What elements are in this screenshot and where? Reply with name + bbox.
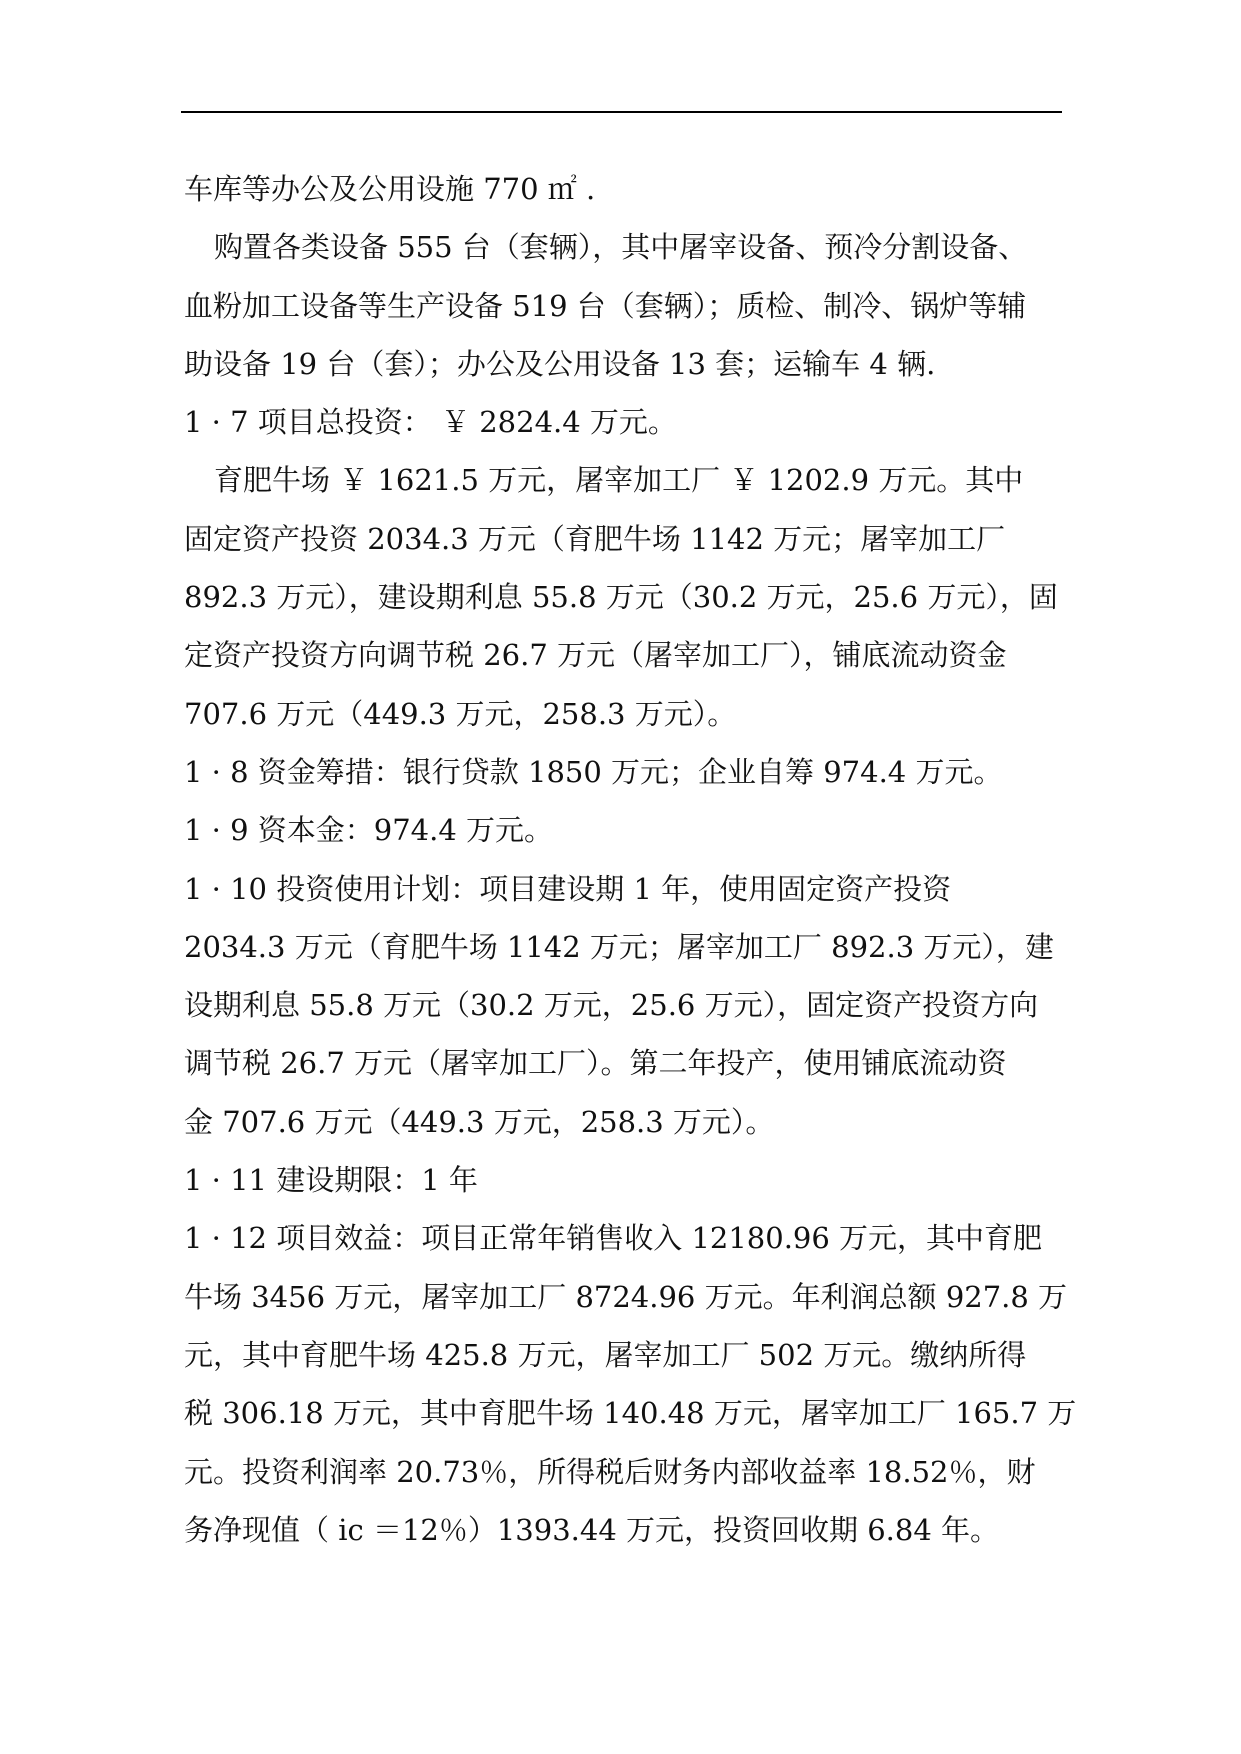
text-line: 助设备 19 台（套）；办公及公用设备 13 套；运输车 4 辆. bbox=[184, 346, 936, 381]
text-line: 元，其中育肥牛场 425.8 万元，屠宰加工厂 502 万元。缴纳所得 bbox=[184, 1337, 1027, 1372]
text-line: 车库等办公及公用设施 770 ㎡ . bbox=[184, 172, 596, 206]
text-line: 血粉加工设备等生产设备 519 台（套辆）；质检、制冷、锅炉等辅 bbox=[184, 288, 1027, 323]
text-line: 调节税 26.7 万元（屠宰加工厂）。第二年投产，使用铺底流动资 bbox=[184, 1046, 1007, 1081]
section-heading-line: 1 · 8 资金筹措：银行贷款 1850 万元；企业自筹 974.4 万元。 bbox=[184, 754, 1003, 789]
header-rule bbox=[181, 111, 1062, 113]
section-heading-line: 1 · 10 投资使用计划：项目建设期 1 年，使用固定资产投资 bbox=[184, 871, 952, 906]
text-line: 务净现值（ ic ＝12％）1393.44 万元，投资回收期 6.84 年。 bbox=[184, 1512, 1000, 1547]
text-line: 设期利息 55.8 万元（30.2 万元，25.6 万元），固定资产投资方向 bbox=[184, 988, 1039, 1023]
section-heading-line: 1 · 12 项目效益：项目正常年销售收入 12180.96 万元，其中育肥 bbox=[184, 1221, 1043, 1256]
text-line: 金 707.6 万元（449.3 万元，258.3 万元）。 bbox=[184, 1104, 775, 1139]
body-text bbox=[184, 160, 1077, 1559]
text-line: 892.3 万元），建设期利息 55.8 万元（30.2 万元，25.6 万元），固 bbox=[184, 580, 1058, 615]
text-line: 元。投资利润率 20.73％，所得税后财务内部收益率 18.52％，财 bbox=[184, 1454, 1036, 1489]
text-line: 税 306.18 万元，其中育肥牛场 140.48 万元，屠宰加工厂 165.7 万 bbox=[184, 1396, 1077, 1431]
section-heading-line: 1 · 9 资本金：974.4 万元。 bbox=[184, 813, 554, 848]
text-line: 牛场 3456 万元，屠宰加工厂 8724.96 万元。年利润总额 927.8 万 bbox=[184, 1279, 1068, 1314]
section-heading-line: 1 · 7 项目总投资： ￥ 2824.4 万元。 bbox=[184, 405, 677, 440]
text-line: 购置各类设备 555 台（套辆），其中屠宰设备、预冷分割设备、 bbox=[214, 230, 1028, 265]
text-line: 育肥牛场 ￥ 1621.5 万元，屠宰加工厂 ￥ 1202.9 万元。其中 bbox=[214, 463, 1024, 498]
text-line: 定资产投资方向调节税 26.7 万元（屠宰加工厂），铺底流动资金 bbox=[184, 638, 1007, 673]
text-line: 固定资产投资 2034.3 万元（育肥牛场 1142 万元；屠宰加工厂 bbox=[184, 521, 1006, 556]
section-heading-line: 1 · 11 建设期限：1 年 bbox=[184, 1163, 478, 1198]
text-line: 707.6 万元（449.3 万元，258.3 万元）。 bbox=[184, 696, 737, 731]
text-line: 2034.3 万元（育肥牛场 1142 万元；屠宰加工厂 892.3 万元），建 bbox=[184, 929, 1054, 964]
